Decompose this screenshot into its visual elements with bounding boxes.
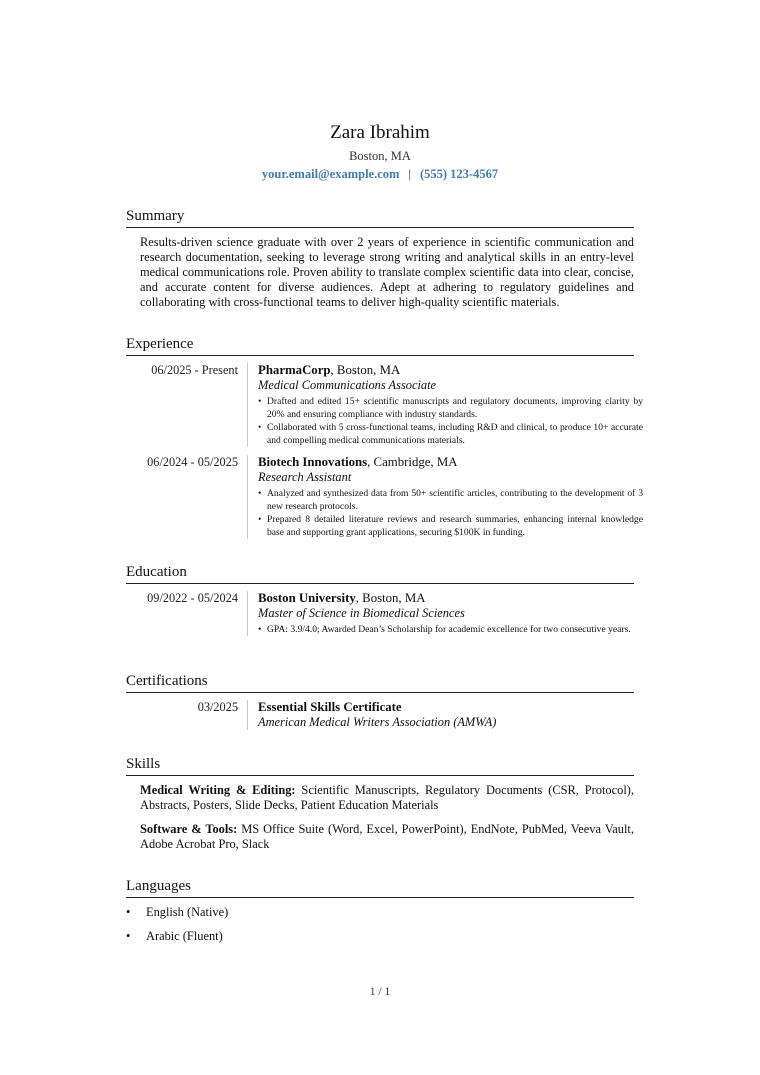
candidate-name: Zara Ibrahim [330,122,430,143]
bullet: • [126,905,131,919]
skills-heading: Skills [126,756,634,776]
skill-item [140,822,634,852]
entry-org-line [258,591,643,606]
entry-role: Research Assistant [258,470,352,484]
entry-place: , Boston, MA [355,591,426,605]
entry-body [247,700,643,730]
entry-org-line [258,700,643,715]
entry-org: Essential Skills Certificate [258,700,402,714]
summary-heading: Summary [126,208,634,228]
languages-heading: Languages [126,878,634,898]
entry-date: 06/2024 - 05/2025 [147,455,238,469]
phone-link[interactable]: (555) 123-4567 [419,167,499,181]
experience-heading: Experience [126,336,634,356]
entry-bullets [258,395,643,447]
skill-item [140,783,634,813]
entry-role: Master of Science in Biomedical Sciences [258,606,465,620]
language-label: English (Native) [146,905,229,919]
entry-org: Biotech Innovations [258,455,368,469]
entry-bullet: • Drafted and edited 15+ scientific manuscripts and regulatory documents, improving clarity by 20% and ensuring compliance with industry standards. [258,395,643,421]
entry-org: PharmaCorp [258,363,331,377]
language-label: Arabic (Fluent) [146,929,223,943]
language-item [126,929,223,944]
entry-bullet: • Collaborated with 5 cross-functional teams, including R&D and clinical, to produce 10+ accurate and compelling medical communications materials. [258,421,643,447]
entry-body [247,363,643,447]
entry-bullet: • Analyzed and synthesized data from 50+ scientific articles, contributing to the development of 3 new research protocols. [258,487,643,513]
entry-body [247,591,643,636]
contact-separator: | [408,167,411,181]
entry-org-line [258,455,643,470]
entry-body [247,455,643,539]
email-link[interactable]: your.email@example.com [261,167,400,181]
entry-date: 03/2025 [197,700,238,714]
language-item [126,905,228,920]
entry-date: 06/2025 - Present [151,363,238,377]
entry-role: American Medical Writers Association (AMWA) [258,715,497,729]
skill-text: Scientific Manuscripts, Regulatory Documents (CSR, Protocol), Abstracts, Posters, Slide Decks, Patient Education Materials [140,783,634,812]
entry-org: Boston University [258,591,356,605]
entry-role: Medical Communications Associate [258,378,437,392]
page-number: 1 / 1 [369,986,391,998]
skill-label: Medical Writing & Editing: [140,783,296,797]
skill-label: Software & Tools: [140,822,238,836]
entry-date: 09/2022 - 05/2024 [147,591,238,605]
education-heading: Education [126,564,634,584]
skill-text: MS Office Suite (Word, Excel, PowerPoint), EndNote, PubMed, Veeva Vault, Adobe Acrobat Pro, Slack [140,822,634,851]
entry-place: , Cambridge, MA [367,455,458,469]
certifications-heading: Certifications [126,673,634,693]
entry-bullets [258,623,643,636]
summary-text: Results-driven science graduate with over 2 years of experience in scientific communication and research documentation, seeking to leverage strong writing and analytical skills in an entry-level medical communications role. Proven ability to translate complex scientific data into clear, concise, and accurate content for diverse audiences. Adept at adhering to regulatory guidelines and collaborating with cross-functional teams to deliver high-quality scientific materials. [140,235,634,309]
candidate-location: Boston, MA [349,149,411,163]
entry-bullet: • GPA: 3.9/4.0; Awarded Dean’s Scholarship for academic excellence for two consecutive years. [258,623,643,636]
entry-place: , Boston, MA [330,363,401,377]
entry-bullets [258,487,643,539]
entry-bullet: • Prepared 8 detailed literature reviews and research summaries, enhancing internal knowledge base and supporting grant applications, securing $100K in funding. [258,513,643,539]
bullet: • [126,929,131,943]
entry-org-line [258,363,643,378]
contact-line [0,167,760,182]
